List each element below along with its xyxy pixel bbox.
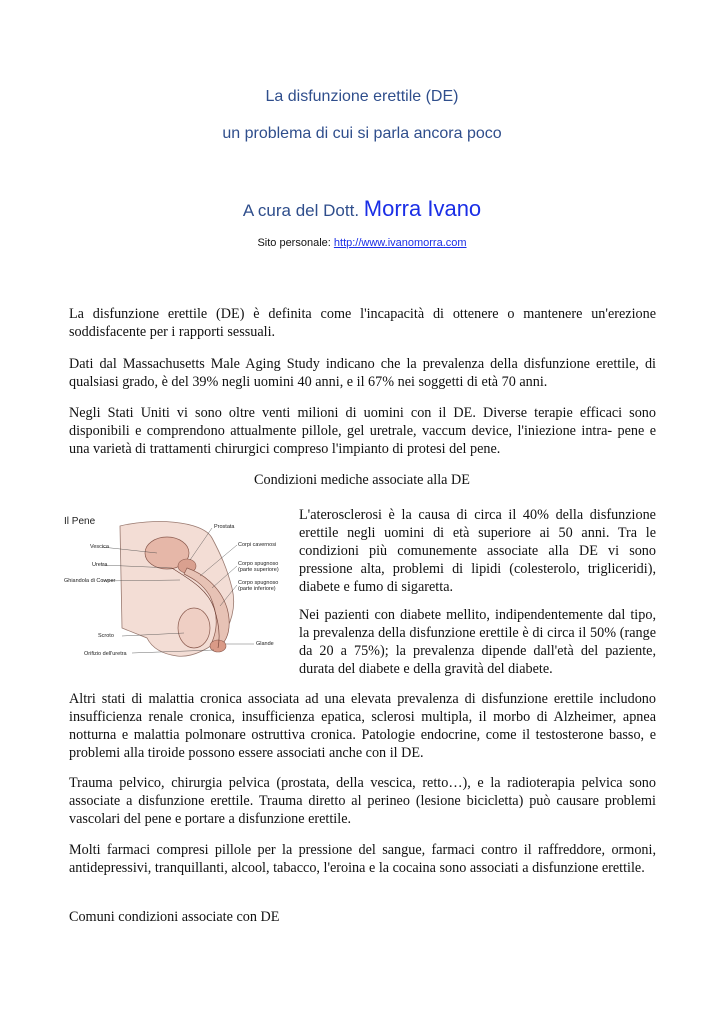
paragraph-farmaci: Molti farmaci compresi pillole per la pressione del sangue, farmaci contro il raffreddore, ormoni, antidepressivi, tranquillanti, alcool, tabacco, l'eroina e la cocaina sono associati a disfunzione erettile. bbox=[69, 842, 656, 876]
label-prostata: Prostata bbox=[214, 524, 235, 530]
document-subtitle: un problema di cui si parla ancora poco bbox=[222, 125, 502, 142]
label-vescica: Vescica bbox=[90, 544, 109, 550]
label-scroto: Scroto bbox=[98, 633, 114, 639]
author-prefix: A cura del Dott. bbox=[242, 201, 360, 220]
label-glande: Glande bbox=[256, 641, 274, 647]
site-line bbox=[0, 237, 724, 249]
paragraph-definition: La disfunzione erettile (DE) è definita come l'incapacità di ottenere o mantenere un'erezione soddisfacente per i rapporti sessuali. bbox=[69, 306, 656, 340]
paragraph-condizioni: Comuni condizioni associate con DE bbox=[69, 909, 280, 925]
label-ghiandola: Ghiandola di Cowper bbox=[64, 578, 116, 584]
paragraph-prevalence: Dati dal Massachusetts Male Aging Study indicano che la prevalenza della disfunzione erettile, di qualsiasi grado, è del 39% negli uomini 40 anni, e il 67% nei soggetti di età 70 anni. bbox=[69, 356, 656, 390]
author-link[interactable]: Morra Ivano bbox=[363, 196, 482, 221]
anatomy-figure bbox=[62, 508, 292, 673]
label-corpi-cavernosi: Corpi cavernosi bbox=[238, 542, 277, 548]
site-link[interactable]: http://www.ivanomorra.com bbox=[333, 237, 467, 249]
paragraph-diabete: Nei pazienti con diabete mellito, indipendentemente dal tipo, la prevalenza della disfunzione erettile è di circa il 50% (range da 20 a 75%); la prevalenza dipende dall'età del paziente, durata del diabete e della gravità del diabete. bbox=[299, 607, 656, 677]
paragraph-usa: Negli Stati Uniti vi sono oltre venti milioni di uomini con il DE. Diverse terapie efficaci sono disponibili e comprendono attualmente pillole, gel uretrale, vaccum device, l'iniezione intra- pene e una varietà di trattamenti chirurgici compreso l'impianto di protesi del pene. bbox=[69, 405, 656, 457]
label-corpo-spugnoso-sup-2: (parte superiore) bbox=[238, 567, 279, 573]
label-corpo-spugnoso-inf: Corpo spugnoso bbox=[238, 580, 279, 586]
document-title: La disfunzione erettile (DE) bbox=[265, 88, 459, 105]
paragraph-trauma: Trauma pelvico, chirurgia pelvica (prostata, della vescica, retto…), e la radioterapia pelvica sono associate a disfunzione erettile. Trauma diretto al perineo (lesione bicicletta) può causare problemi vascolari del pene e portare a disfunzione erettile. bbox=[69, 775, 656, 827]
anatomy-illustration bbox=[62, 508, 292, 673]
paragraph-aterosclerosi: L'aterosclerosi è la causa di circa il 40% della disfunzione erettile negli uomini di età superiore ai 50 anni. Tra le condizioni più comunemente associate alla DE vi sono pressione alta, problemi di lipidi (colesterolo, trigliceridi), diabete e fumo di sigaretta. bbox=[299, 507, 656, 595]
author-line bbox=[0, 196, 724, 222]
site-label: Sito personale: bbox=[257, 237, 331, 249]
figure-title: Il Pene bbox=[64, 516, 96, 527]
label-corpo-spugnoso-inf-2: (parte inferiore) bbox=[238, 586, 276, 592]
label-corpo-spugnoso-sup: Corpo spugnoso bbox=[238, 561, 279, 567]
label-uretra: Uretra bbox=[92, 562, 108, 568]
label-orifizio: Orifizio dell'uretra bbox=[84, 651, 127, 657]
section-heading: Condizioni mediche associate alla DE bbox=[254, 472, 470, 488]
paragraph-malattie-croniche: Altri stati di malattia cronica associata ad una elevata prevalenza di disfunzione erettile includono insufficienza renale cronica, insufficienza epatica, sclerosi multipla, il morbo di Alzheimer, apnea notturna e malattia polmonare ostruttiva cronica. Patologie endocrine, come il testosterone basso, e problemi alla tiroide possono essere associati anche con il DE. bbox=[69, 691, 656, 761]
